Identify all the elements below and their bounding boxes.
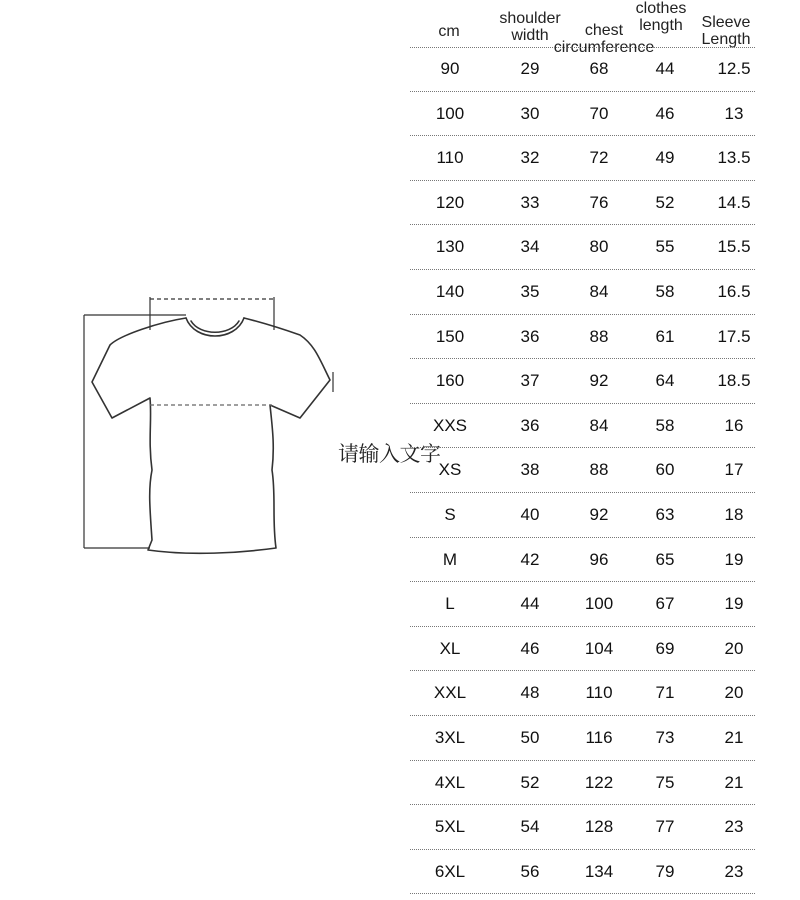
length-cell: 79	[655, 861, 675, 881]
header-clothes-length	[628, 0, 694, 34]
shoulder-width-cell: 40	[520, 505, 540, 524]
shoulder-width-cell: 46	[520, 638, 540, 658]
table-row	[410, 538, 755, 583]
length-cell: 75	[655, 772, 675, 792]
overlay-text: 请输入文字	[338, 442, 441, 466]
size-cell: S	[444, 505, 456, 524]
chest-cell: 84	[589, 415, 609, 435]
chest-cell: 122	[584, 772, 614, 792]
chest-cell: 76	[589, 192, 609, 212]
chest-cell: 128	[584, 817, 614, 837]
length-cell: 49	[655, 148, 675, 168]
sleeve-cell: 15.5	[717, 237, 751, 257]
table-row	[410, 47, 755, 92]
table-row	[410, 805, 755, 850]
chest-cell: 68	[589, 59, 609, 78]
chest-cell: 72	[589, 148, 609, 168]
shoulder-width-cell: 44	[520, 594, 540, 614]
length-cell: 73	[655, 728, 675, 747]
chest-cell: 92	[589, 371, 609, 391]
header-shoulder-line-2: width	[511, 27, 549, 44]
chest-cell: 100	[584, 594, 614, 614]
shoulder-width-cell: 30	[520, 103, 540, 123]
sleeve-cell: 20	[724, 683, 744, 703]
length-cell: 46	[655, 103, 675, 123]
table-row	[410, 850, 755, 895]
size-cell: L	[445, 594, 455, 614]
size-cell: 130	[435, 237, 465, 257]
header-length-line-2: length	[639, 17, 683, 34]
shoulder-width-cell: 37	[520, 371, 540, 391]
sleeve-cell: 16	[724, 415, 744, 435]
header-sleeve-line-2: Length	[701, 31, 751, 48]
table-row	[410, 627, 755, 672]
chest-cell: 104	[584, 638, 614, 658]
table-row	[410, 315, 755, 360]
length-cell: 63	[655, 505, 675, 524]
size-cell: 3XL	[434, 728, 466, 747]
size-cell: 140	[435, 282, 465, 301]
table-row	[410, 761, 755, 806]
shoulder-width-cell: 33	[520, 192, 540, 212]
sleeve-cell: 18.5	[717, 371, 751, 391]
size-cell: XXS	[432, 415, 468, 435]
length-cell: 60	[655, 460, 675, 480]
size-cell: XXL	[433, 683, 467, 703]
table-row	[410, 448, 755, 493]
size-cell: 120	[435, 192, 465, 212]
length-cell: 58	[655, 415, 675, 435]
header-cm-line-1: cm	[438, 23, 460, 40]
length-cell: 52	[655, 192, 675, 212]
sleeve-cell: 17	[724, 460, 744, 480]
shoulder-width-cell: 35	[520, 282, 540, 301]
chest-cell: 96	[589, 549, 609, 569]
header-cm	[424, 23, 474, 40]
size-cell: 4XL	[434, 772, 466, 792]
size-cell: 5XL	[434, 817, 466, 837]
shoulder-width-cell: 38	[520, 460, 540, 480]
sleeve-cell: 19	[724, 549, 744, 569]
sleeve-cell: 13	[724, 103, 744, 123]
size-cell: XL	[439, 638, 461, 658]
length-cell: 44	[655, 59, 675, 78]
chest-cell: 88	[589, 460, 609, 480]
shoulder-width-cell: 56	[520, 861, 540, 881]
chest-cell: 88	[589, 326, 609, 346]
sleeve-cell: 13.5	[717, 148, 751, 168]
size-cell: 110	[436, 148, 464, 168]
length-cell: 61	[655, 326, 675, 346]
sleeve-cell: 20	[724, 638, 744, 658]
sleeve-cell: 23	[724, 817, 744, 837]
sleeve-cell: 23	[724, 861, 744, 881]
shoulder-width-cell: 34	[520, 237, 540, 257]
size-cell: 150	[435, 326, 465, 346]
length-cell: 65	[655, 549, 675, 569]
chest-cell: 110	[585, 683, 613, 703]
length-cell: 77	[655, 817, 675, 837]
table-row	[410, 225, 755, 270]
sleeve-cell: 18	[724, 505, 744, 524]
length-cell: 64	[655, 371, 675, 391]
shoulder-width-cell: 54	[520, 817, 540, 837]
shoulder-width-cell: 42	[520, 549, 540, 569]
table-row	[410, 181, 755, 226]
sleeve-cell: 16.5	[717, 282, 751, 301]
length-cell: 58	[655, 282, 675, 301]
sleeve-cell: 12.5	[717, 59, 751, 78]
table-row	[410, 404, 755, 449]
length-cell: 67	[655, 594, 675, 614]
table-row	[410, 493, 755, 538]
size-cell: M	[442, 549, 458, 569]
size-cell: 160	[435, 371, 465, 391]
sleeve-cell: 21	[724, 728, 744, 747]
tshirt-outline	[92, 318, 330, 553]
chest-cell: 116	[585, 728, 613, 747]
size-cell: 90	[440, 59, 460, 78]
header-shoulder-line-1: shoulder	[499, 10, 561, 27]
shoulder-width-cell: 50	[520, 728, 540, 747]
table-row	[410, 136, 755, 181]
shoulder-width-cell: 36	[520, 415, 540, 435]
row-separator	[410, 893, 755, 894]
chest-cell: 80	[589, 237, 609, 257]
tshirt-neck	[186, 318, 244, 336]
table-row	[410, 92, 755, 137]
length-cell: 69	[655, 638, 675, 658]
size-chart-table	[410, 0, 755, 900]
chest-cell: 134	[584, 861, 614, 881]
sleeve-cell: 19	[724, 594, 744, 614]
header-sleeve-line-1: Sleeve	[701, 14, 751, 31]
shoulder-width-cell: 29	[520, 59, 540, 78]
chest-cell: 92	[589, 505, 609, 524]
shoulder-width-cell: 52	[520, 772, 540, 792]
table-row	[410, 716, 755, 761]
length-cell: 71	[655, 683, 675, 703]
table-row	[410, 671, 755, 716]
header-sleeve-length	[696, 14, 756, 48]
shoulder-width-cell: 32	[520, 148, 540, 168]
sleeve-cell: 14.5	[717, 192, 751, 212]
chest-cell: 70	[589, 103, 609, 123]
size-cell: 6XL	[434, 861, 466, 881]
header-chest-line-1: chest	[584, 22, 624, 39]
table-row	[410, 270, 755, 315]
table-row	[410, 359, 755, 404]
length-cell: 55	[655, 237, 675, 257]
sleeve-cell: 17.5	[717, 326, 751, 346]
size-cell: 100	[435, 103, 465, 123]
size-cell: XS	[438, 460, 462, 480]
chest-cell: 84	[589, 282, 609, 301]
header-length-line-1: clothes	[635, 0, 687, 17]
shoulder-width-cell: 36	[520, 326, 540, 346]
sleeve-cell: 21	[724, 772, 744, 792]
header-chest-line-2: circumference	[553, 39, 655, 56]
shoulder-width-cell: 48	[520, 683, 540, 703]
table-row	[410, 582, 755, 627]
